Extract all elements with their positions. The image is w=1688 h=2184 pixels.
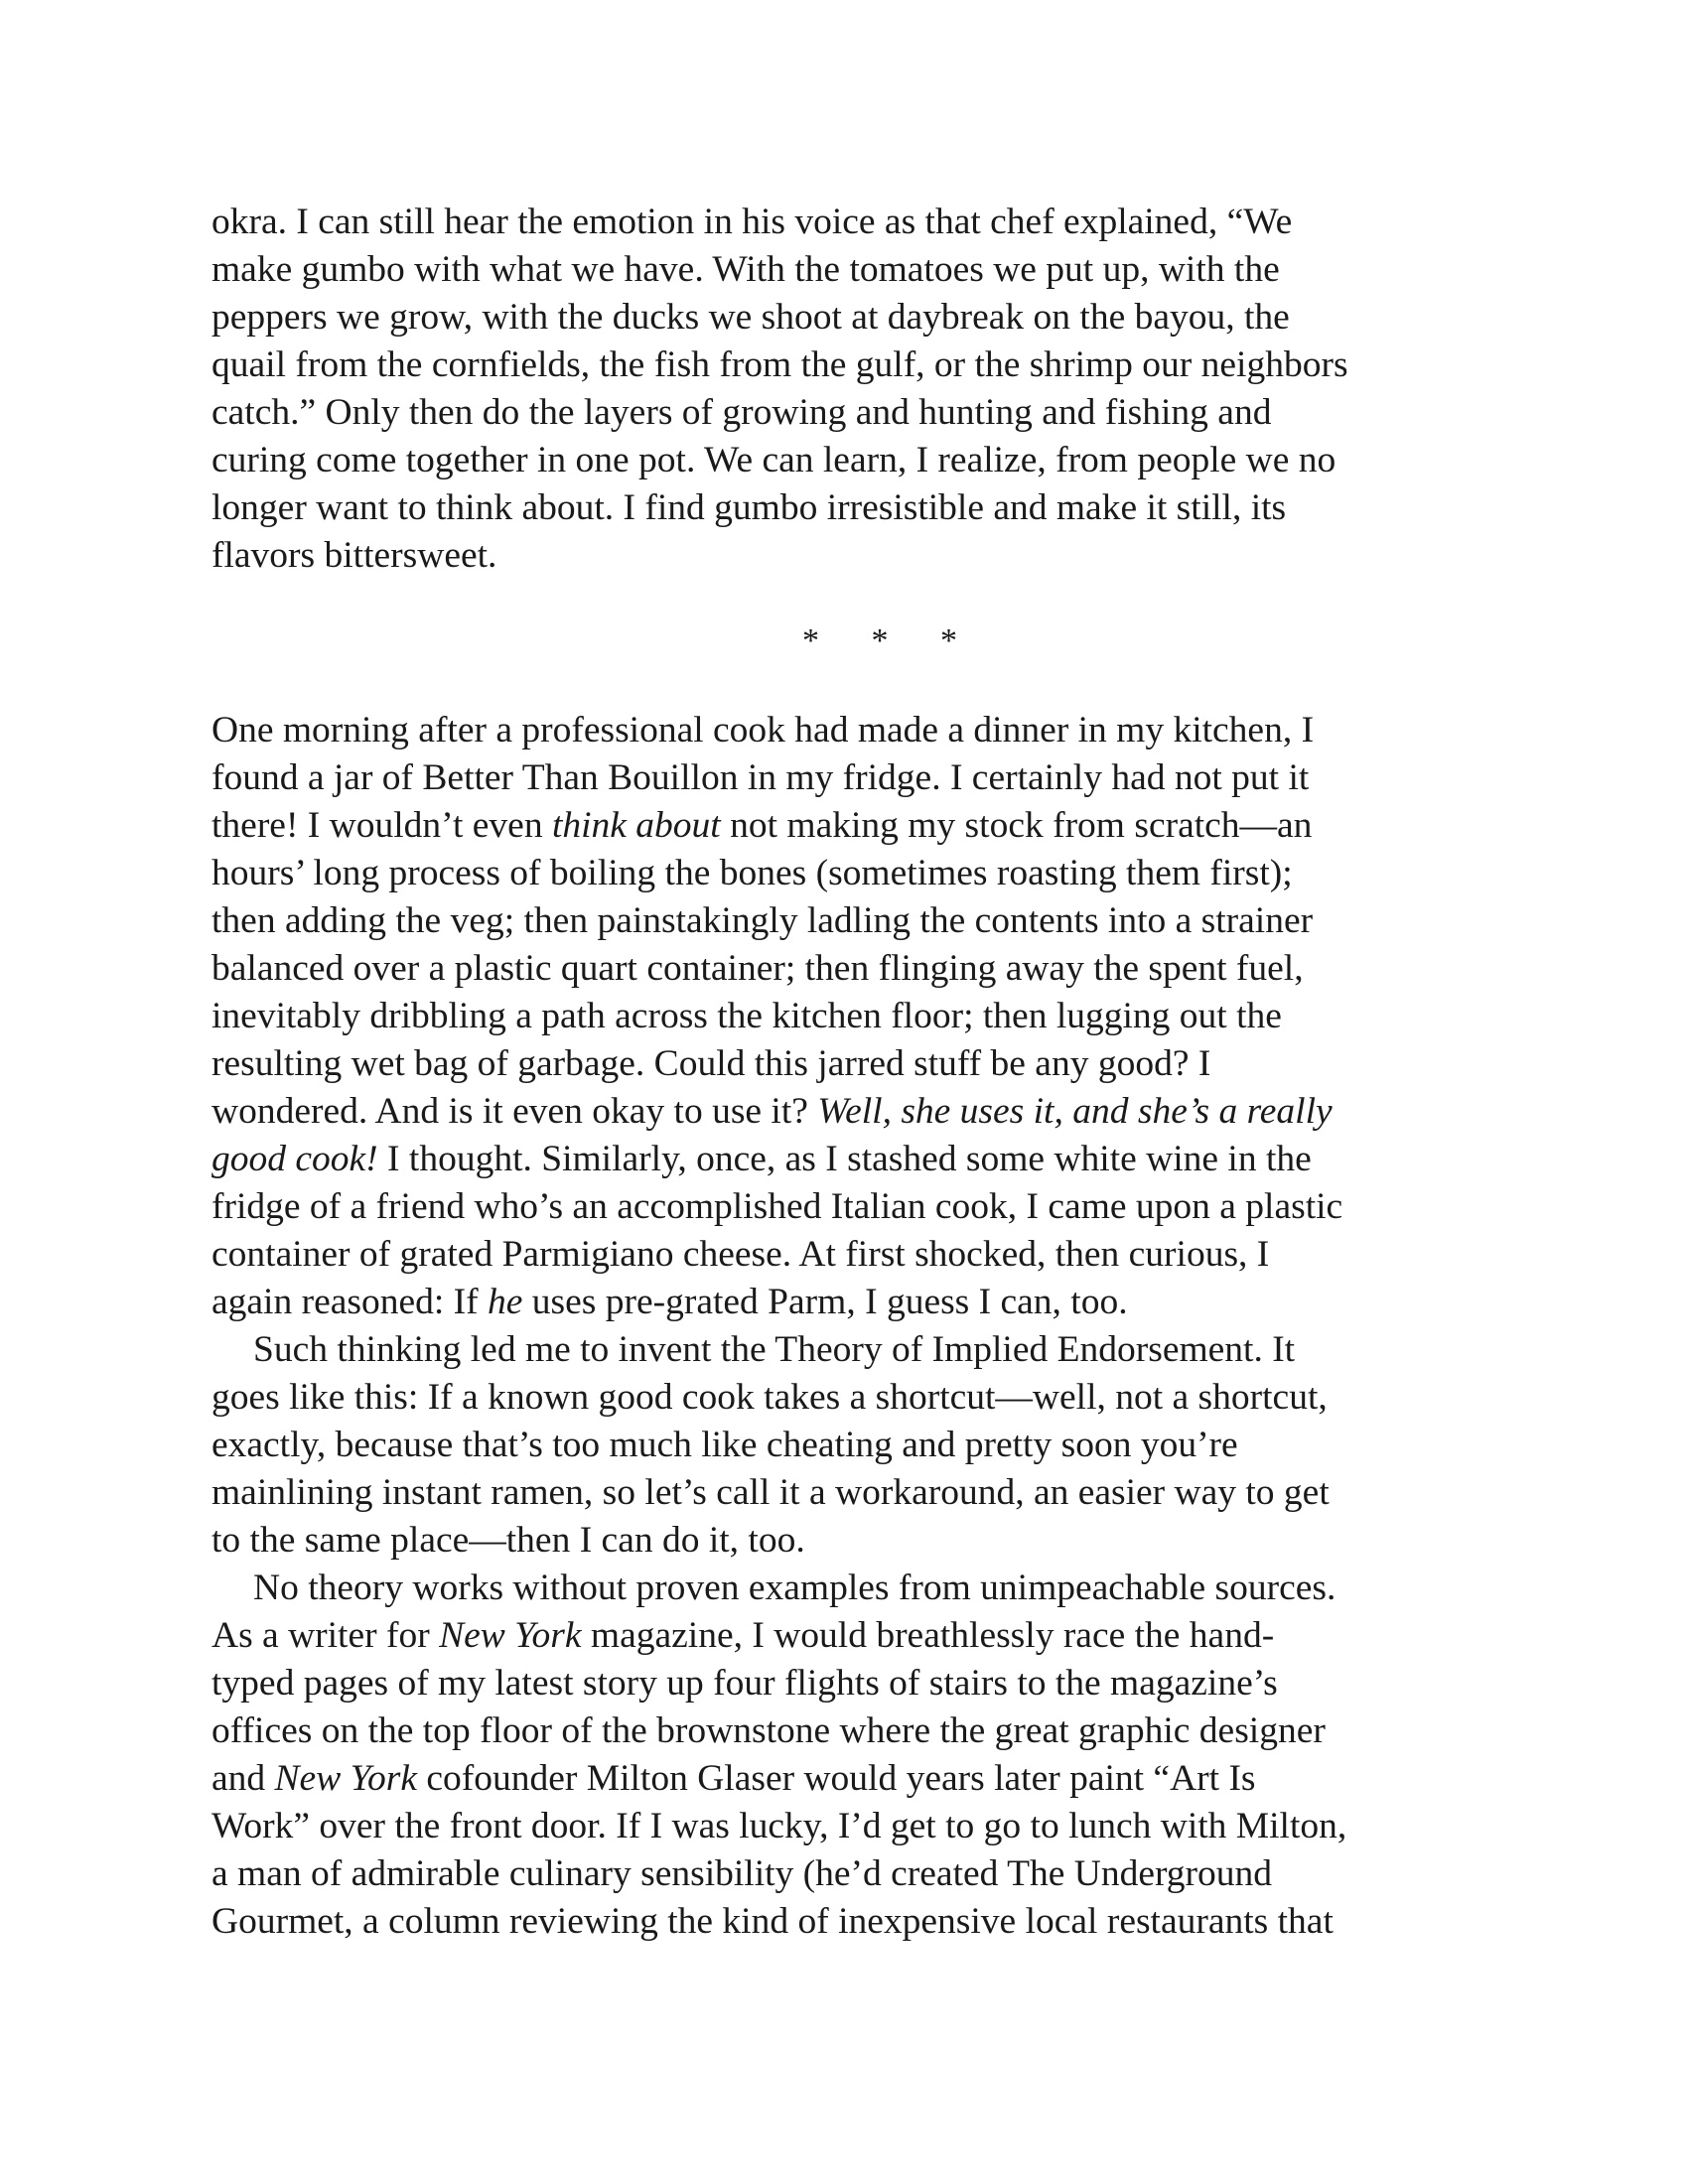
text-run: mainlining instant ramen, so let’s call it a workaround, an easier way to get xyxy=(211,1472,1330,1513)
text-run: there! I wouldn’t even xyxy=(211,805,552,846)
text-run: typed pages of my latest story up four flights of stairs to the magazine’s xyxy=(211,1663,1278,1704)
text-line xyxy=(211,1898,1502,1946)
italic-text: good cook! xyxy=(211,1139,378,1179)
text-run: No theory works without proven examples from unimpeachable sources. xyxy=(253,1568,1336,1608)
text-line xyxy=(211,1707,1502,1755)
text-run: catch.” Only then do the layers of growing and hunting and fishing and xyxy=(211,392,1272,433)
text-run: exactly, because that’s too much like cheating and pretty soon you’re xyxy=(211,1425,1238,1465)
text-line xyxy=(211,532,1502,580)
text-line xyxy=(211,1612,1502,1660)
italic-text: New York xyxy=(439,1615,582,1656)
text-run: magazine, I would breathlessly race the hand- xyxy=(581,1615,1275,1656)
opening-paragraph xyxy=(211,199,1502,580)
text-run: container of grated Parmigiano cheese. At first shocked, then curious, I xyxy=(211,1234,1270,1275)
text-run: found a jar of Better Than Bouillon in my fridge. I certainly had not put it xyxy=(211,757,1310,798)
text-run: to the same place—then I can do it, too. xyxy=(211,1520,805,1561)
text-line xyxy=(211,1517,1502,1565)
text-run: and xyxy=(211,1758,275,1799)
text-run: a man of admirable culinary sensibility (he’d created The Underground xyxy=(211,1853,1273,1894)
text-run: cofounder Milton Glaser would years later paint “Art Is xyxy=(416,1758,1256,1799)
text-run: offices on the top floor of the brownstone where the great graphic designer xyxy=(211,1710,1326,1751)
text-line xyxy=(211,1660,1502,1707)
text-line xyxy=(211,850,1502,897)
text-line xyxy=(211,1231,1502,1279)
text-run: peppers we grow, with the ducks we shoot at daybreak on the bayou, the xyxy=(211,297,1290,338)
text-line xyxy=(211,1136,1502,1183)
text-line xyxy=(211,1755,1502,1803)
text-line xyxy=(211,1469,1502,1517)
text-line xyxy=(211,1422,1502,1469)
text-line xyxy=(211,802,1502,850)
text-run: inevitably dribbling a path across the kitchen floor; then lugging out the xyxy=(211,996,1282,1036)
text-run: not making my stock from scratch—an xyxy=(720,805,1313,846)
text-line xyxy=(211,754,1502,802)
italic-text: New York xyxy=(274,1758,417,1799)
text-run: fridge of a friend who’s an accomplished Italian cook, I came upon a plastic xyxy=(211,1186,1343,1227)
text-run: As a writer for xyxy=(211,1615,440,1656)
text-line xyxy=(211,389,1502,437)
text-line xyxy=(211,1040,1502,1088)
text-run: flavors bittersweet. xyxy=(211,535,497,576)
text-line xyxy=(211,294,1502,341)
text-run: hours’ long process of boiling the bones (sometimes roasting them first); xyxy=(211,853,1293,893)
text-run: longer want to think about. I find gumbo irresistible and make it still, its xyxy=(211,487,1287,528)
text-run: balanced over a plastic quart container; then flinging away the spent fuel, xyxy=(211,948,1304,989)
text-run: I thought. Similarly, once, as I stashed some white wine in the xyxy=(377,1139,1312,1179)
italic-text: he xyxy=(488,1282,523,1322)
text-line xyxy=(211,897,1502,945)
text-run: again reasoned: If xyxy=(211,1282,488,1322)
text-run: quail from the cornfields, the fish from the gulf, or the shrimp our neighbors xyxy=(211,344,1348,385)
text-run: curing come together in one pot. We can learn, I realize, from people we no xyxy=(211,440,1336,480)
text-run: One morning after a professional cook had made a dinner in my kitchen, I xyxy=(211,710,1315,751)
text-run: then adding the veg; then painstakingly ladling the contents into a strainer xyxy=(211,900,1314,941)
text-line xyxy=(211,1326,1502,1374)
text-line xyxy=(211,1850,1502,1898)
text-run: make gumbo with what we have. With the tomatoes we put up, with the xyxy=(211,249,1280,290)
text-line xyxy=(211,707,1502,754)
text-line xyxy=(211,437,1502,484)
text-line xyxy=(211,1088,1502,1136)
main-text xyxy=(211,707,1502,1946)
text-run: Work” over the front door. If I was lucky, I’d get to go to lunch with Milton, xyxy=(211,1806,1347,1846)
text-line xyxy=(211,1279,1502,1326)
text-line xyxy=(211,1803,1502,1850)
text-run: okra. I can still hear the emotion in his voice as that chef explained, “We xyxy=(211,202,1293,242)
text-line xyxy=(211,246,1502,294)
text-line xyxy=(211,341,1502,389)
text-line xyxy=(211,945,1502,993)
text-line xyxy=(211,1565,1502,1612)
text-line xyxy=(211,484,1502,532)
text-run: Gourmet, a column reviewing the kind of inexpensive local restaurants that xyxy=(211,1901,1334,1942)
text-run: wondered. And is it even okay to use it? xyxy=(211,1091,818,1132)
italic-text: Well, she uses it, and she’s a really xyxy=(817,1091,1333,1132)
text-line xyxy=(211,1183,1502,1231)
text-run: Such thinking led me to invent the Theory of Implied Endorsement. It xyxy=(253,1329,1296,1370)
text-line xyxy=(211,1374,1502,1422)
text-run: resulting wet bag of garbage. Could this jarred stuff be any good? I xyxy=(211,1043,1211,1084)
text-run: goes like this: If a known good cook takes a shortcut—well, not a shortcut, xyxy=(211,1377,1328,1418)
text-line xyxy=(211,199,1502,246)
section-break: * * * xyxy=(802,622,979,659)
italic-text: think about xyxy=(551,805,721,846)
text-line xyxy=(211,993,1502,1040)
text-run: uses pre-grated Parm, I guess I can, too. xyxy=(522,1282,1128,1322)
